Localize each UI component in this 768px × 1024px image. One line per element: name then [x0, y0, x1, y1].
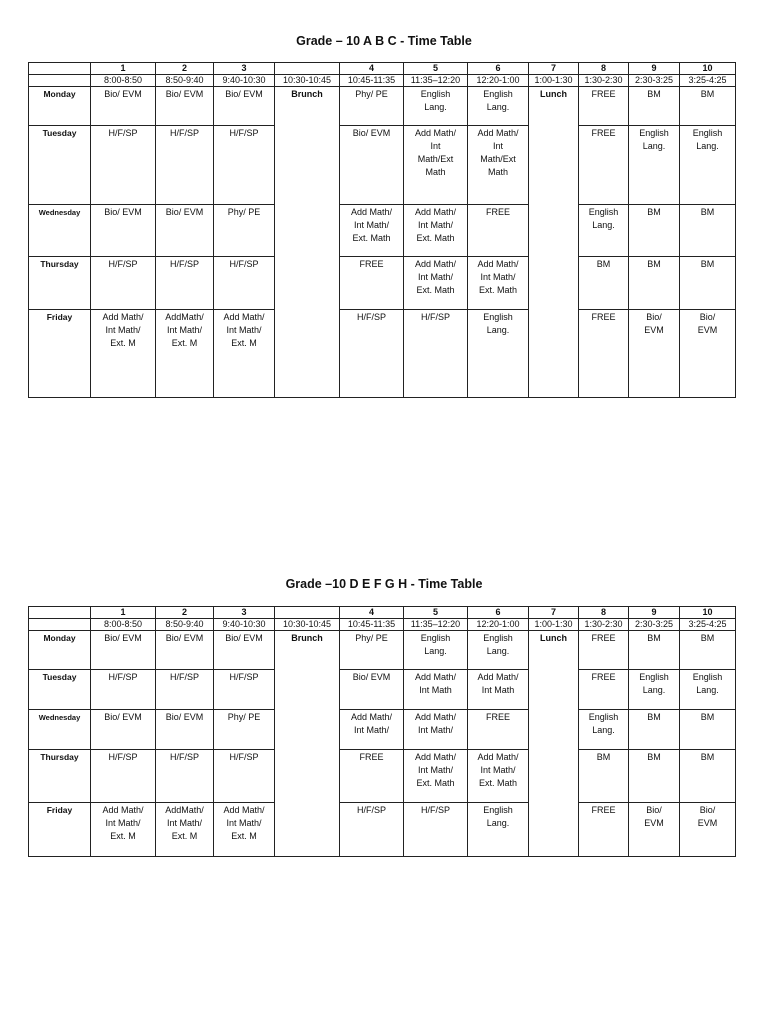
- day-row-wednesday: [29, 710, 736, 750]
- period-number: 5: [404, 63, 468, 75]
- lesson-cell: Bio/ EVM: [214, 87, 275, 126]
- day-row-thursday: [29, 750, 736, 803]
- lesson-cell: English Lang.: [680, 670, 736, 710]
- lesson-cell: Bio/ EVM: [156, 205, 214, 257]
- period-number: 7: [529, 607, 579, 619]
- time-slot: 8:50-9:40: [156, 619, 214, 631]
- lesson-cell: FREE: [579, 631, 629, 670]
- lesson-cell: FREE: [579, 670, 629, 710]
- period-number: 4: [340, 63, 404, 75]
- lesson-cell: Bio/ EVM: [91, 710, 156, 750]
- period-number: 8: [579, 607, 629, 619]
- lesson-cell: Add Math/ Int Math/ Ext. Math: [468, 257, 529, 310]
- lesson-cell: English Lang.: [404, 87, 468, 126]
- lesson-cell: Add Math/ Int Math: [404, 670, 468, 710]
- timetable-defgh: [28, 606, 736, 857]
- time-slot: 10:30-10:45: [275, 619, 340, 631]
- lesson-cell: Add Math/ Int Math/: [404, 710, 468, 750]
- time-slot: 2:30-3:25: [629, 75, 680, 87]
- time-slot: 1:30-2:30: [579, 75, 629, 87]
- lesson-cell: Bio/ EVM: [629, 310, 680, 398]
- lesson-cell: English Lang.: [629, 126, 680, 205]
- lesson-cell: FREE: [468, 205, 529, 257]
- lesson-cell: FREE: [340, 257, 404, 310]
- period-number: 9: [629, 607, 680, 619]
- time-slot: 12:20-1:00: [468, 619, 529, 631]
- brunch-cell: Brunch: [275, 631, 340, 857]
- time-slot: 10:45-11:35: [340, 75, 404, 87]
- time-slot: 12:20-1:00: [468, 75, 529, 87]
- lesson-cell: BM: [629, 205, 680, 257]
- lesson-cell: BM: [579, 257, 629, 310]
- lesson-cell: H/F/SP: [404, 310, 468, 398]
- lesson-cell: Bio/ EVM: [680, 310, 736, 398]
- lesson-cell: FREE: [579, 803, 629, 857]
- lesson-cell: Add Math/ Int Math/Ext Math: [404, 126, 468, 205]
- day-row-wednesday: [29, 205, 736, 257]
- lesson-cell: H/F/SP: [91, 126, 156, 205]
- day-row-monday: [29, 631, 736, 670]
- period-number: 7: [529, 63, 579, 75]
- day-label: Wednesday: [29, 205, 91, 257]
- time-slot: 8:00-8:50: [91, 75, 156, 87]
- period-number: 4: [340, 607, 404, 619]
- period-number: 10: [680, 607, 736, 619]
- day-row-tuesday: [29, 670, 736, 710]
- period-number: [275, 607, 340, 619]
- period-number-row: [29, 63, 736, 75]
- period-number: 6: [468, 63, 529, 75]
- time-slot: 3:25-4:25: [680, 75, 736, 87]
- day-label: Wednesday: [29, 710, 91, 750]
- lesson-cell: FREE: [579, 87, 629, 126]
- lesson-cell: Add Math/ Int Math/ Ext. M: [91, 310, 156, 398]
- day-label: Friday: [29, 803, 91, 857]
- lunch-cell: Lunch: [529, 87, 579, 398]
- timetable-abc: [28, 62, 736, 398]
- period-number: 2: [156, 63, 214, 75]
- time-row: [29, 75, 736, 87]
- lesson-cell: Bio/ EVM: [680, 803, 736, 857]
- day-label: Thursday: [29, 257, 91, 310]
- lesson-cell: Add Math/ Int Math/ Ext. M: [214, 803, 275, 857]
- lesson-cell: BM: [680, 87, 736, 126]
- lesson-cell: Phy/ PE: [214, 710, 275, 750]
- period-number-row: [29, 607, 736, 619]
- period-number: 1: [91, 607, 156, 619]
- brunch-cell: Brunch: [275, 87, 340, 398]
- time-row: [29, 619, 736, 631]
- day-label: Monday: [29, 87, 91, 126]
- lesson-cell: Add Math/ Int Math/ Ext. Math: [404, 750, 468, 803]
- time-slot: 3:25-4:25: [680, 619, 736, 631]
- time-slot: 11:35–12:20: [404, 619, 468, 631]
- day-label: Tuesday: [29, 126, 91, 205]
- lesson-cell: Bio/ EVM: [629, 803, 680, 857]
- lesson-cell: FREE: [340, 750, 404, 803]
- lesson-cell: Bio/ EVM: [91, 87, 156, 126]
- time-slot: 8:50-9:40: [156, 75, 214, 87]
- lesson-cell: Add Math/ Int Math: [468, 670, 529, 710]
- lesson-cell: BM: [680, 205, 736, 257]
- period-number: 6: [468, 607, 529, 619]
- lesson-cell: Bio/ EVM: [340, 126, 404, 205]
- lesson-cell: English Lang.: [468, 803, 529, 857]
- period-number: 5: [404, 607, 468, 619]
- period-number: [29, 63, 91, 75]
- lesson-cell: Add Math/ Int Math/ Ext. Math: [404, 205, 468, 257]
- time-slot: 10:45-11:35: [340, 619, 404, 631]
- lesson-cell: Bio/ EVM: [156, 87, 214, 126]
- lesson-cell: FREE: [579, 310, 629, 398]
- lesson-cell: H/F/SP: [214, 670, 275, 710]
- lesson-cell: Bio/ EVM: [91, 205, 156, 257]
- day-label: Thursday: [29, 750, 91, 803]
- day-label: Friday: [29, 310, 91, 398]
- lesson-cell: FREE: [579, 126, 629, 205]
- lesson-cell: H/F/SP: [91, 257, 156, 310]
- day-label: Monday: [29, 631, 91, 670]
- time-slot: 1:00-1:30: [529, 75, 579, 87]
- time-slot: 10:30-10:45: [275, 75, 340, 87]
- lesson-cell: English Lang.: [629, 670, 680, 710]
- lesson-cell: Phy/ PE: [340, 631, 404, 670]
- time-slot: [29, 619, 91, 631]
- period-number: [275, 63, 340, 75]
- day-row-tuesday: [29, 126, 736, 205]
- time-slot: 9:40-10:30: [214, 75, 275, 87]
- lesson-cell: Bio/ EVM: [91, 631, 156, 670]
- lesson-cell: H/F/SP: [91, 750, 156, 803]
- lesson-cell: Bio/ EVM: [340, 670, 404, 710]
- timetable-title: Grade –10 D E F G H - Time Table: [285, 577, 483, 591]
- lunch-cell: Lunch: [529, 631, 579, 857]
- lesson-cell: H/F/SP: [156, 126, 214, 205]
- period-number: 1: [91, 63, 156, 75]
- time-slot: 1:30-2:30: [579, 619, 629, 631]
- lesson-cell: Add Math/ Int Math/ Ext. Math: [468, 750, 529, 803]
- lesson-cell: Add Math/ Int Math/ Ext. Math: [404, 257, 468, 310]
- lesson-cell: English Lang.: [468, 87, 529, 126]
- lesson-cell: AddMath/ Int Math/ Ext. M: [156, 310, 214, 398]
- lesson-cell: BM: [629, 257, 680, 310]
- time-slot: [29, 75, 91, 87]
- lesson-cell: English Lang.: [404, 631, 468, 670]
- lesson-cell: BM: [680, 257, 736, 310]
- lesson-cell: BM: [680, 631, 736, 670]
- lesson-cell: AddMath/ Int Math/ Ext. M: [156, 803, 214, 857]
- lesson-cell: Add Math/ Int Math/ Ext. M: [214, 310, 275, 398]
- period-number: 2: [156, 607, 214, 619]
- lesson-cell: Bio/ EVM: [156, 710, 214, 750]
- lesson-cell: BM: [629, 631, 680, 670]
- lesson-cell: H/F/SP: [214, 126, 275, 205]
- lesson-cell: Bio/ EVM: [156, 631, 214, 670]
- time-slot: 11:35–12:20: [404, 75, 468, 87]
- time-slot: 9:40-10:30: [214, 619, 275, 631]
- lesson-cell: H/F/SP: [91, 670, 156, 710]
- time-slot: 2:30-3:25: [629, 619, 680, 631]
- lesson-cell: Add Math/ Int Math/Ext Math: [468, 126, 529, 205]
- lesson-cell: BM: [629, 750, 680, 803]
- lesson-cell: BM: [579, 750, 629, 803]
- lesson-cell: H/F/SP: [340, 310, 404, 398]
- day-row-thursday: [29, 257, 736, 310]
- lesson-cell: Add Math/ Int Math/ Ext. M: [91, 803, 156, 857]
- lesson-cell: Phy/ PE: [340, 87, 404, 126]
- day-label: Tuesday: [29, 670, 91, 710]
- lesson-cell: English Lang.: [579, 710, 629, 750]
- lesson-cell: BM: [680, 750, 736, 803]
- period-number: 8: [579, 63, 629, 75]
- lesson-cell: Bio/ EVM: [214, 631, 275, 670]
- period-number: [29, 607, 91, 619]
- lesson-cell: BM: [629, 710, 680, 750]
- lesson-cell: Add Math/ Int Math/: [340, 710, 404, 750]
- lesson-cell: H/F/SP: [214, 750, 275, 803]
- day-row-friday: [29, 803, 736, 857]
- lesson-cell: H/F/SP: [156, 670, 214, 710]
- time-slot: 1:00-1:30: [529, 619, 579, 631]
- lesson-cell: H/F/SP: [156, 257, 214, 310]
- lesson-cell: English Lang.: [468, 310, 529, 398]
- period-number: 9: [629, 63, 680, 75]
- lesson-cell: H/F/SP: [340, 803, 404, 857]
- lesson-cell: BM: [629, 87, 680, 126]
- lesson-cell: English Lang.: [579, 205, 629, 257]
- lesson-cell: H/F/SP: [156, 750, 214, 803]
- day-row-monday: [29, 87, 736, 126]
- lesson-cell: Add Math/ Int Math/ Ext. Math: [340, 205, 404, 257]
- lesson-cell: H/F/SP: [404, 803, 468, 857]
- lesson-cell: English Lang.: [680, 126, 736, 205]
- lesson-cell: H/F/SP: [214, 257, 275, 310]
- lesson-cell: Phy/ PE: [214, 205, 275, 257]
- period-number: 10: [680, 63, 736, 75]
- lesson-cell: BM: [680, 710, 736, 750]
- lesson-cell: English Lang.: [468, 631, 529, 670]
- period-number: 3: [214, 607, 275, 619]
- lesson-cell: FREE: [468, 710, 529, 750]
- timetable-title: Grade – 10 A B C - Time Table: [296, 34, 472, 48]
- day-row-friday: [29, 310, 736, 398]
- time-slot: 8:00-8:50: [91, 619, 156, 631]
- period-number: 3: [214, 63, 275, 75]
